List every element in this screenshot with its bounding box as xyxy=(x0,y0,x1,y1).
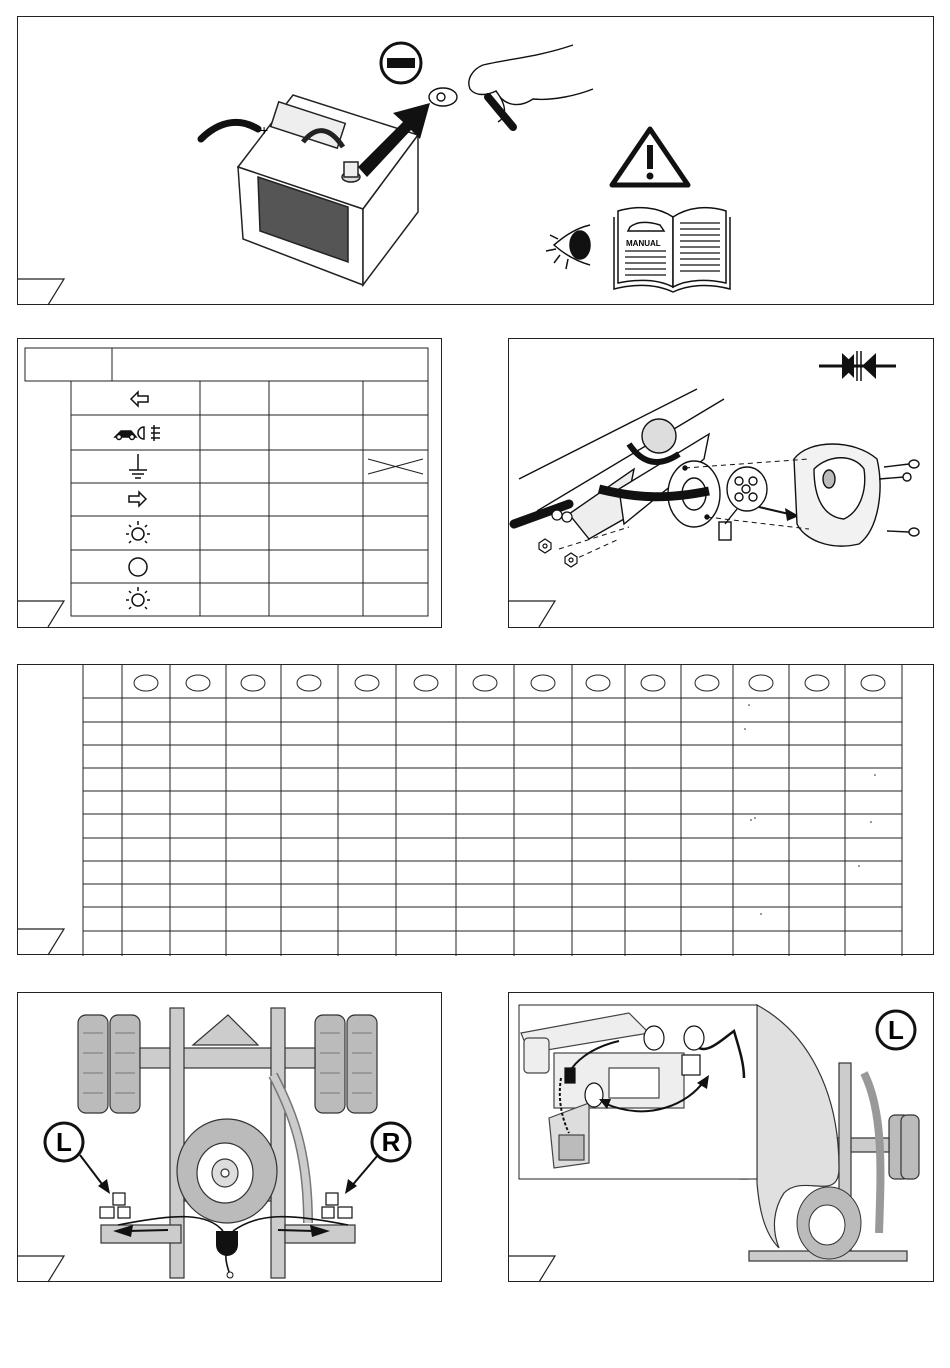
chassis-illustration xyxy=(18,993,443,1283)
panel-chassis-routing xyxy=(17,992,442,1282)
battery-illustration xyxy=(18,17,935,306)
panel-pin-table xyxy=(17,664,934,955)
left-marker-label: L xyxy=(56,1127,72,1157)
panel-battery-disconnect xyxy=(17,16,934,305)
socket-illustration xyxy=(509,339,935,629)
reverse-light-icon xyxy=(129,558,147,576)
panel-socket-mounting xyxy=(508,338,934,628)
warning-icon xyxy=(612,129,688,185)
lamp-table xyxy=(18,339,443,629)
rear-fog-lamp-icon xyxy=(115,425,160,441)
side-marker-label: L xyxy=(888,1015,904,1045)
connector-left-icon xyxy=(100,1193,130,1218)
ground-icon xyxy=(129,454,147,478)
minus-terminal-icon xyxy=(381,43,421,83)
connector-right-icon xyxy=(322,1193,352,1218)
manual-label: MANUAL xyxy=(626,239,661,248)
tail-light-icon xyxy=(126,521,150,543)
connector-detail-illustration xyxy=(509,993,935,1283)
tighten-arrows-icon xyxy=(819,351,896,381)
panel-lamp-table xyxy=(17,338,442,628)
manual-book-icon xyxy=(614,208,730,292)
pin-table xyxy=(18,665,935,956)
pin-header-circles xyxy=(134,675,885,691)
panel-left-connector-detail xyxy=(508,992,934,1282)
hand-icon xyxy=(429,45,593,127)
tail-light-icon-2 xyxy=(126,587,150,609)
right-marker-label: R xyxy=(381,1127,401,1157)
left-indicator-icon xyxy=(131,392,148,406)
right-indicator-icon xyxy=(129,492,146,506)
eye-icon xyxy=(546,225,590,269)
svg-text:+: + xyxy=(260,122,269,138)
